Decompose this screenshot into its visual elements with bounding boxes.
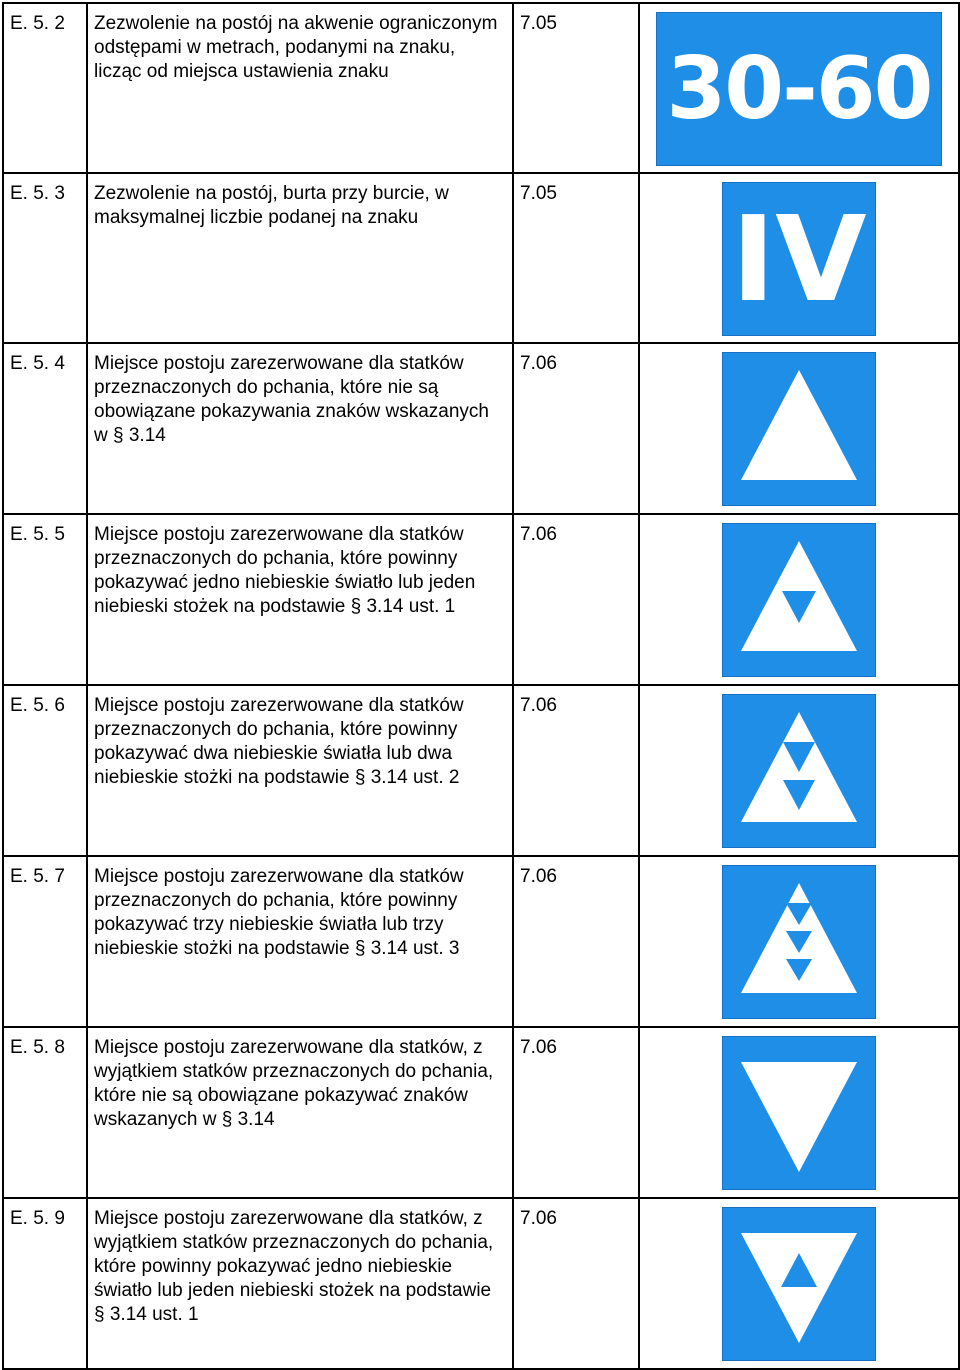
sign-symbol (722, 1036, 876, 1190)
sign-code: E. 5. 9 (3, 1198, 87, 1369)
sign-label: 30-60 (666, 39, 932, 139)
triangle-down-icon (722, 1036, 876, 1190)
white-triangle (741, 370, 857, 480)
sign-symbol (722, 1207, 876, 1361)
triangle-up-two-cones-icon (722, 694, 876, 848)
sign-image-cell (639, 685, 959, 856)
sign-symbol (722, 865, 876, 1019)
sign-reference: 7.06 (513, 1198, 639, 1369)
triangle-up-three-cones-icon (722, 865, 876, 1019)
table-row (3, 856, 959, 1027)
sign-symbol (722, 523, 876, 677)
table-row (3, 514, 959, 685)
sign-description: Zezwolenie na postój, burta przy burcie, w maksymalnej liczbie podanej na znaku (87, 173, 513, 343)
sign-reference: 7.05 (513, 3, 639, 173)
sign-image-cell (639, 514, 959, 685)
sign-image-cell (639, 3, 959, 173)
sign-image-cell (639, 1198, 959, 1369)
sign-code: E. 5. 3 (3, 173, 87, 343)
sign-description: Miejsce postoju zarezerwowane dla statków, z wyjątkiem statków przeznaczonych do pchania, które nie są obowiązane pokazywać znaków wskazanych w § 3.14 (87, 1027, 513, 1198)
triangle-down-one-cone-icon (722, 1207, 876, 1361)
table-row (3, 3, 959, 173)
sign-reference: 7.06 (513, 343, 639, 514)
sign-reference: 7.06 (513, 685, 639, 856)
sign-iv-icon (722, 182, 876, 336)
sign-code: E. 5. 6 (3, 685, 87, 856)
sign-symbol (722, 694, 876, 848)
white-triangle (741, 1062, 857, 1172)
signs-table (2, 2, 960, 1370)
sign-reference: 7.05 (513, 173, 639, 343)
sign-30-60-icon (656, 12, 942, 166)
sign-label: IV (731, 190, 867, 328)
triangle-up-icon (722, 352, 876, 506)
table-row (3, 685, 959, 856)
sign-code: E. 5. 7 (3, 856, 87, 1027)
sign-image-cell (639, 173, 959, 343)
white-triangle (741, 1233, 857, 1343)
sign-code: E. 5. 2 (3, 3, 87, 173)
sign-code: E. 5. 4 (3, 343, 87, 514)
sign-description: Miejsce postoju zarezerwowane dla statków przeznaczonych do pchania, które powinny pokazywać jedno niebieskie światło lub jeden niebieski stożek na podstawie § 3.14 ust. 1 (87, 514, 513, 685)
sign-symbol (722, 352, 876, 506)
sign-reference: 7.06 (513, 1027, 639, 1198)
sign-code: E. 5. 8 (3, 1027, 87, 1198)
table-row (3, 1198, 959, 1369)
sign-description: Miejsce postoju zarezerwowane dla statków, z wyjątkiem statków przeznaczonych do pchania, które powinny pokazywać jedno niebieskie światło lub jeden niebieski stożek na podstawie § 3.14 ust. 1 (87, 1198, 513, 1369)
sign-description: Miejsce postoju zarezerwowane dla statków przeznaczonych do pchania, które powinny pokazywać trzy niebieskie światła lub trzy niebieskie stożki na podstawie § 3.14 ust. 3 (87, 856, 513, 1027)
sign-description: Miejsce postoju zarezerwowane dla statków przeznaczonych do pchania, które nie są obowiązane pokazywania znaków wskazanych w § 3.14 (87, 343, 513, 514)
table-row (3, 1027, 959, 1198)
sign-reference: 7.06 (513, 856, 639, 1027)
sign-image-cell (639, 343, 959, 514)
sign-description: Miejsce postoju zarezerwowane dla statków przeznaczonych do pchania, które powinny pokazywać dwa niebieskie światła lub dwa niebieskie stożki na podstawie § 3.14 ust. 2 (87, 685, 513, 856)
table-row (3, 343, 959, 514)
triangle-up-one-cone-icon (722, 523, 876, 677)
sign-image-cell (639, 856, 959, 1027)
table-row (3, 173, 959, 343)
sign-image-cell (639, 1027, 959, 1198)
sign-code: E. 5. 5 (3, 514, 87, 685)
sign-reference: 7.06 (513, 514, 639, 685)
sign-description: Zezwolenie na postój na akwenie ograniczonym odstępami w metrach, podanymi na znaku, licząc od miejsca ustawienia znaku (87, 3, 513, 173)
